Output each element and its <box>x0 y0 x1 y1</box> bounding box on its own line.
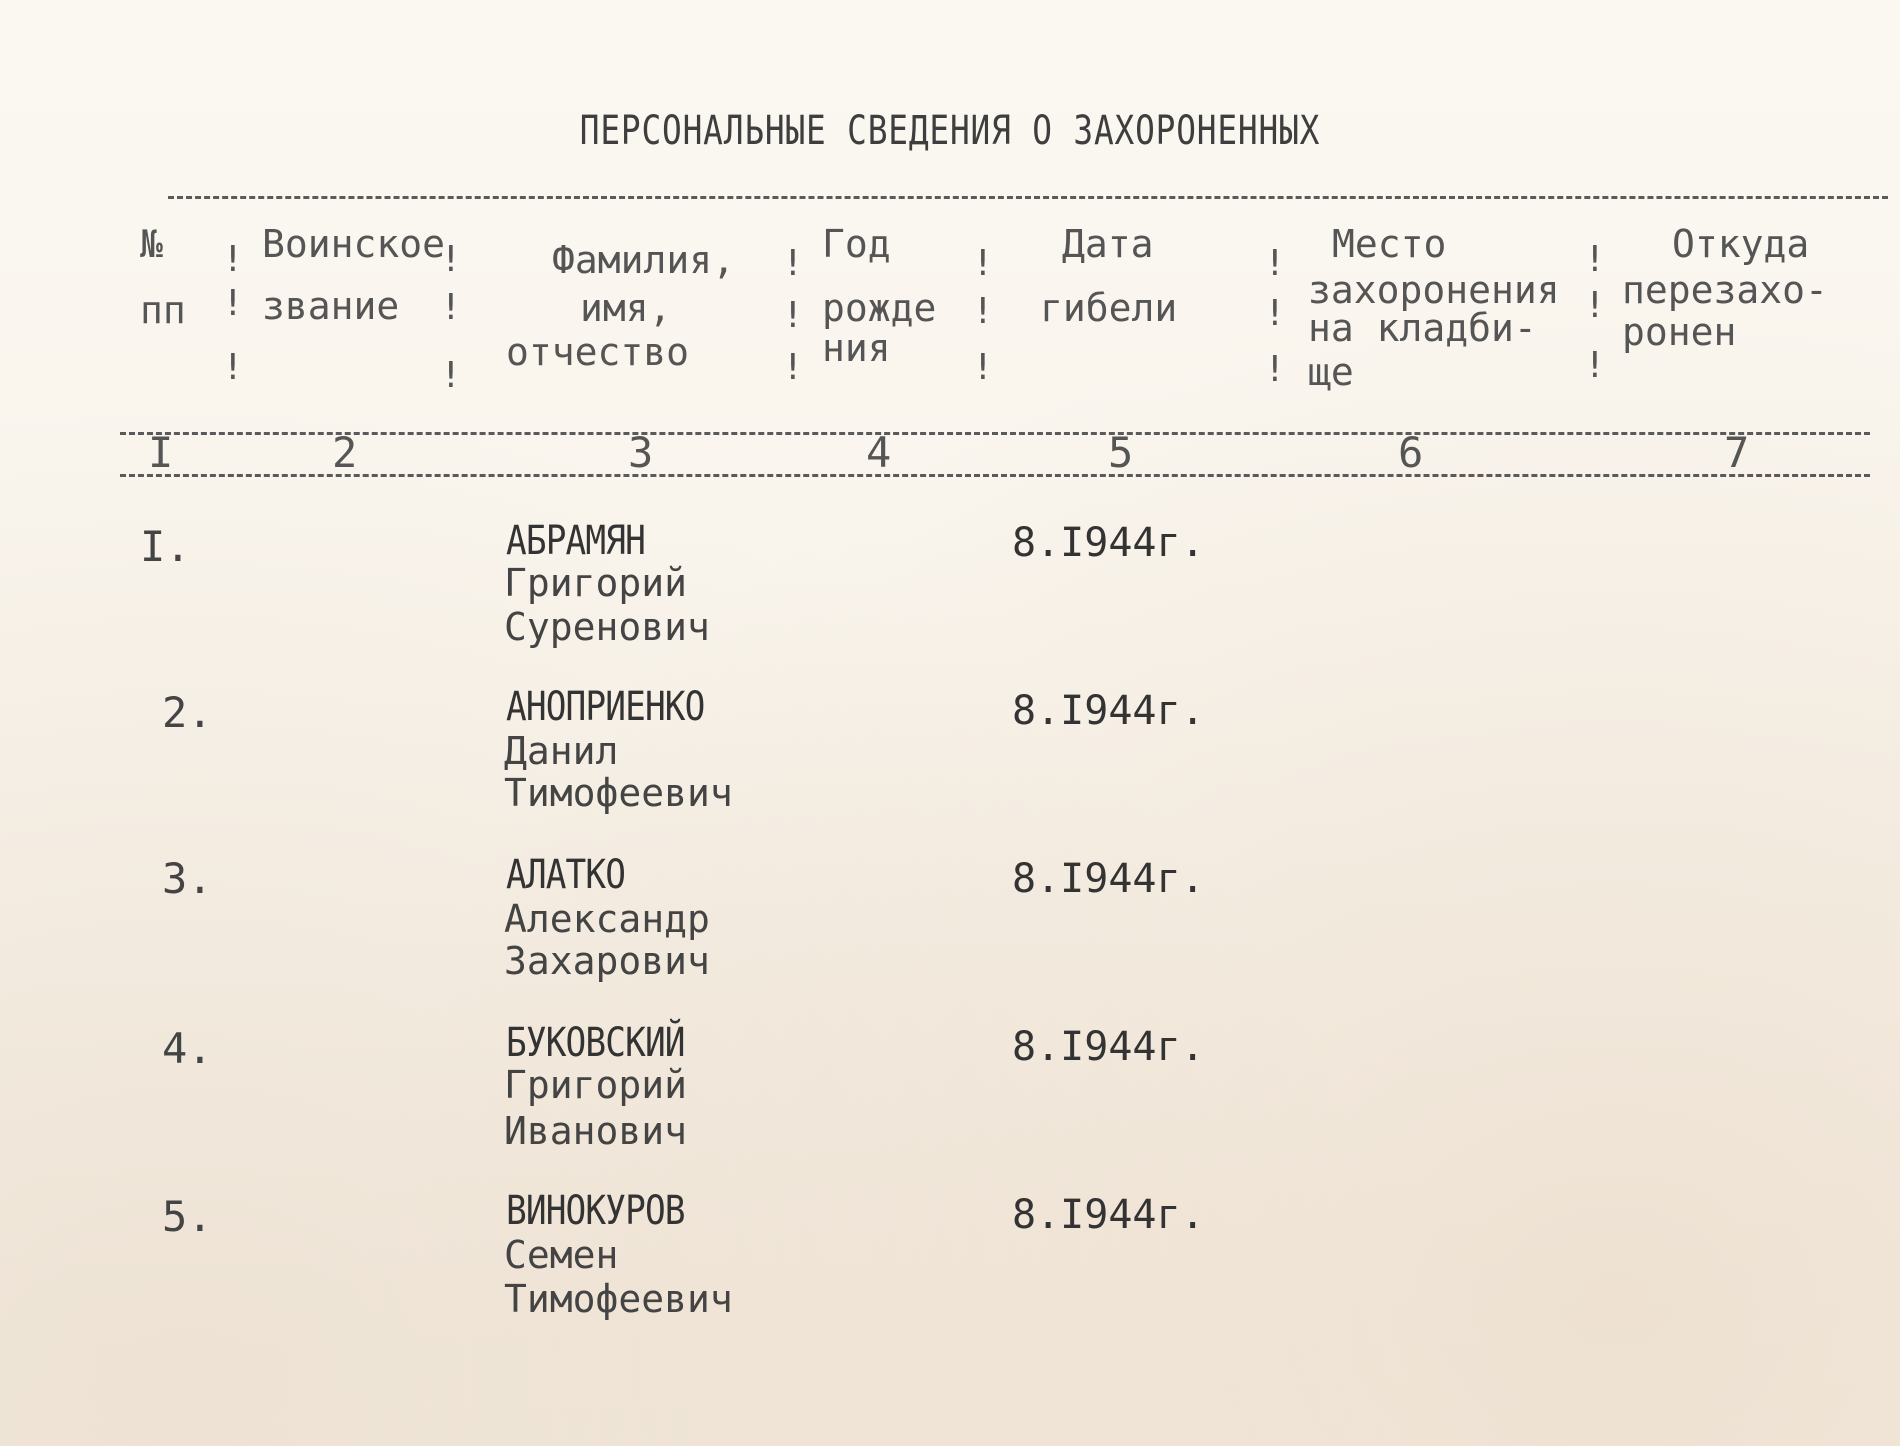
separator-col4-c: ! <box>972 347 994 388</box>
row-5-patronymic: Тимофеевич <box>504 1277 733 1321</box>
row-3-number: 3. <box>162 854 213 903</box>
column-number-4: 4 <box>866 428 892 477</box>
row-5-surname: ВИНОКУРОВ <box>506 1188 685 1234</box>
row-4-death-date: 8.I944г. <box>1012 1024 1205 1070</box>
header-col2-line2: звание <box>262 284 400 328</box>
header-col4-line3: ния <box>822 326 891 370</box>
separator-col2-b: ! <box>440 287 462 328</box>
separator-col2-a: ! <box>440 239 462 280</box>
row-2-surname: АНОПРИЕНКО <box>506 684 705 730</box>
separator-col4-b: ! <box>972 291 994 332</box>
row-1-surname: АБРАМЯН <box>506 518 645 564</box>
column-number-3: 3 <box>628 428 654 477</box>
column-number-5: 5 <box>1108 428 1134 477</box>
row-4-first-name: Григорий <box>504 1063 688 1107</box>
header-col3-line2: имя, <box>580 286 672 330</box>
separator-col3-a: ! <box>782 243 804 284</box>
header-col7-line1: Откуда <box>1672 222 1810 266</box>
row-3-surname: АЛАТКО <box>506 852 626 898</box>
row-5-number: 5. <box>162 1192 213 1241</box>
separator-col3-b: ! <box>782 295 804 336</box>
document-title: ПЕРСОНАЛЬНЫЕ СВЕДЕНИЯ О ЗАХОРОНЕННЫХ <box>579 108 1321 154</box>
separator-col6-b: ! <box>1584 285 1606 326</box>
colnum-bottom-rule <box>120 474 1870 477</box>
separator-col5-b: ! <box>1264 293 1286 334</box>
row-1-death-date: 8.I944г. <box>1012 520 1205 566</box>
row-2-first-name: Данил <box>504 729 619 773</box>
row-5-first-name: Семен <box>504 1233 619 1277</box>
row-1-first-name: Григорий <box>504 561 688 605</box>
header-col6-line3: на кладби- <box>1308 306 1537 350</box>
separator-col5-a: ! <box>1264 243 1286 284</box>
separator-col5-c: ! <box>1264 349 1286 390</box>
separator-col6-a: ! <box>1584 239 1606 280</box>
header-col2-line1: Воинское <box>262 222 446 266</box>
header-col4-line2: рожде <box>822 286 937 330</box>
column-number-6: 6 <box>1398 428 1424 477</box>
colnum-top-rule <box>120 432 1870 435</box>
separator-col6-c: ! <box>1584 345 1606 386</box>
row-4-patronymic: Иванович <box>504 1109 688 1153</box>
header-col6-line4: ще <box>1308 350 1354 394</box>
separator-col4-a: ! <box>972 243 994 284</box>
column-number-2: 2 <box>332 428 358 477</box>
header-top-rule <box>168 196 1888 199</box>
header-col3-line3: отчество <box>506 330 690 374</box>
row-5-death-date: 8.I944г. <box>1012 1192 1205 1238</box>
separator-col1-c: ! <box>222 347 244 388</box>
header-col7-line3: ронен <box>1622 310 1737 354</box>
row-2-patronymic: Тимофеевич <box>504 771 733 815</box>
header-col5-line1: Дата <box>1062 222 1154 266</box>
row-3-patronymic: Захарович <box>504 939 710 983</box>
header-col7-line2: перезахо- <box>1622 268 1828 312</box>
column-number-7: 7 <box>1724 428 1750 477</box>
row-3-death-date: 8.I944г. <box>1012 856 1205 902</box>
header-col4-line1: Год <box>822 222 891 266</box>
row-1-number: I. <box>140 522 191 571</box>
header-col6-line2: захоронения <box>1308 268 1560 312</box>
header-col1-line1: № <box>140 222 163 266</box>
header-col3-line1: Фамилия, <box>552 238 736 282</box>
separator-col1-a: ! <box>222 239 244 280</box>
column-number-1: I <box>148 428 174 477</box>
separator-col2-c: ! <box>440 355 462 396</box>
separator-col3-c: ! <box>782 347 804 388</box>
separator-col1-b: ! <box>222 283 244 324</box>
row-2-death-date: 8.I944г. <box>1012 688 1205 734</box>
header-col5-line2: гибели <box>1040 286 1178 330</box>
row-1-patronymic: Суренович <box>504 605 710 649</box>
header-col1-line2: пп <box>140 288 186 332</box>
row-4-surname: БУКОВСКИЙ <box>506 1020 685 1066</box>
row-2-number: 2. <box>162 688 213 737</box>
header-col6-line1: Место <box>1332 222 1447 266</box>
row-3-first-name: Александр <box>504 897 710 941</box>
row-4-number: 4. <box>162 1024 213 1073</box>
